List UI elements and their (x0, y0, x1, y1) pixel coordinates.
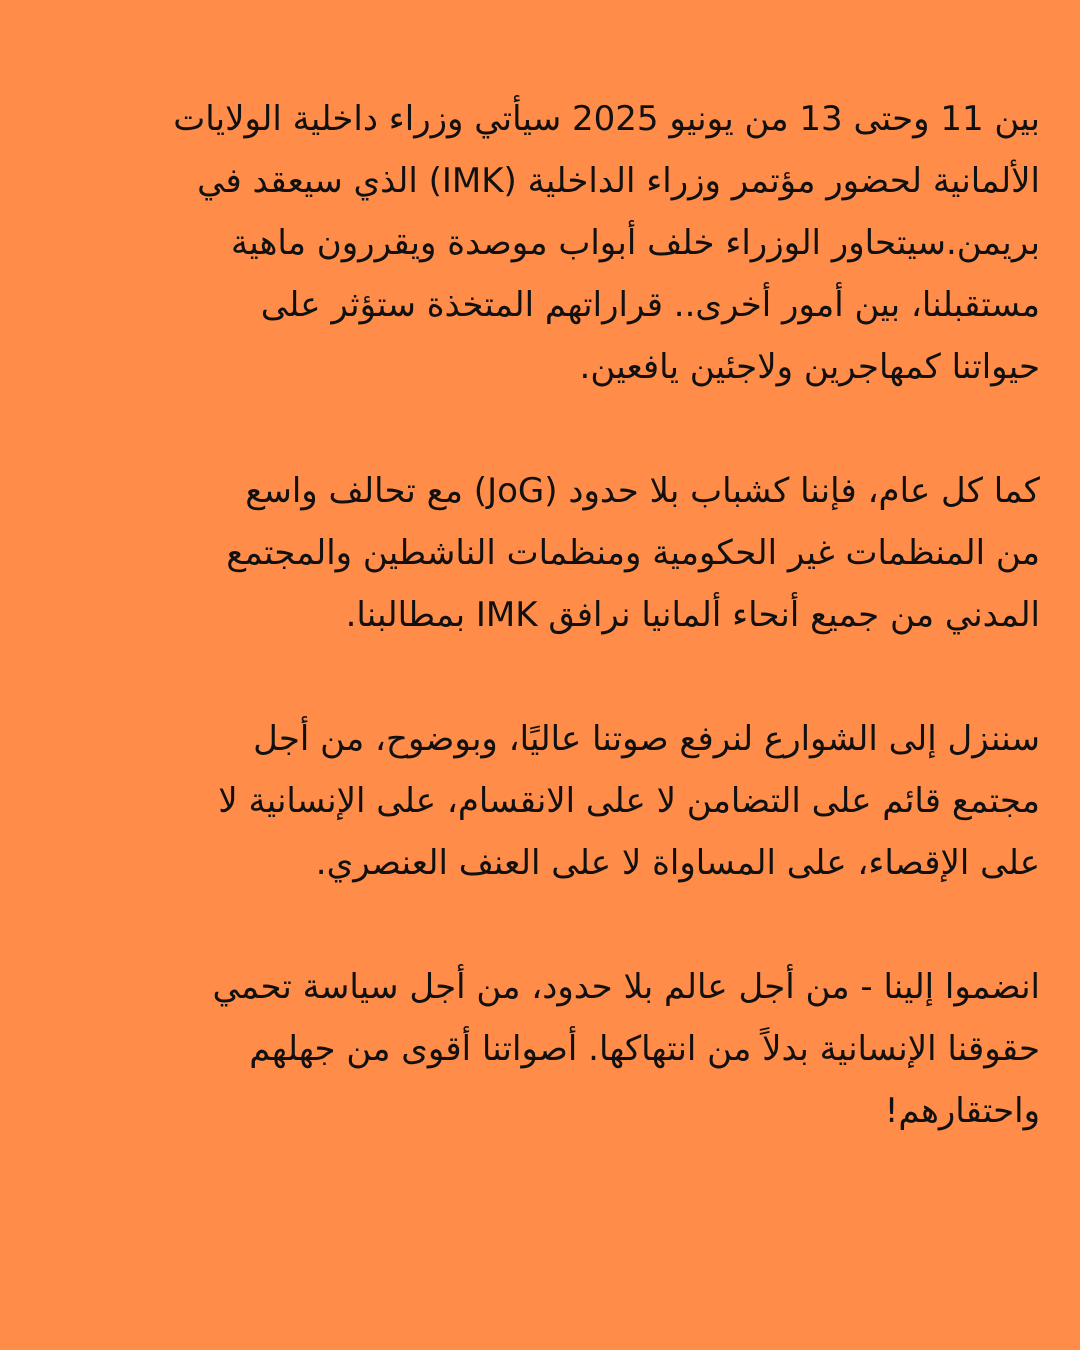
text-line: انضموا إلينا - من أجل عالم بلا حدود، من أجل سياسة تحمي (212, 967, 1040, 1007)
text-line: المدني من جميع أنحاء ألمانيا نرافق IMK بمطالبنا. (345, 595, 1040, 635)
text-line: مستقبلنا، بين أمور أخرى.. قراراتهم المتخذة ستؤثر على (260, 285, 1040, 325)
text-line: واحتقارهم! (884, 1091, 1040, 1131)
text-line: بريمن.سيتحاور الوزراء خلف أبواب موصدة ويقررون ماهية (230, 223, 1040, 263)
text-line: سننزل إلى الشوارع لنرفع صوتنا عاليًا، وبوضوح، من أجل (253, 719, 1040, 759)
post-text-block (40, 88, 1040, 1204)
paragraph-call-to-join (40, 956, 1040, 1142)
text-line: حيواتنا كمهاجرين ولاجئين يافعين. (579, 347, 1040, 387)
text-line: على الإقصاء، على المساواة لا على العنف العنصري. (315, 843, 1040, 883)
paragraph-street-protest (40, 708, 1040, 894)
text-line: من المنظمات غير الحكومية ومنظمات الناشطين والمجتمع (226, 533, 1040, 573)
paragraph-imk-conference (40, 88, 1040, 398)
text-line: الألمانية لحضور مؤتمر وزراء الداخلية (IMK) الذي سيعقد في (197, 161, 1040, 201)
text-line: حقوقنا الإنسانية بدلاً من انتهاكها. أصواتنا أقوى من جهلهم (249, 1029, 1040, 1069)
paragraph-jog-alliance (40, 460, 1040, 646)
text-line: مجتمع قائم على التضامن لا على الانقسام، على الإنسانية لا (218, 781, 1040, 821)
text-line: كما كل عام، فإننا كشباب بلا حدود (JoG) مع تحالف واسع (245, 471, 1040, 511)
text-line: بين 11 وحتى 13 من يونيو 2025 سيأتي وزراء داخلية الولايات (173, 99, 1040, 139)
